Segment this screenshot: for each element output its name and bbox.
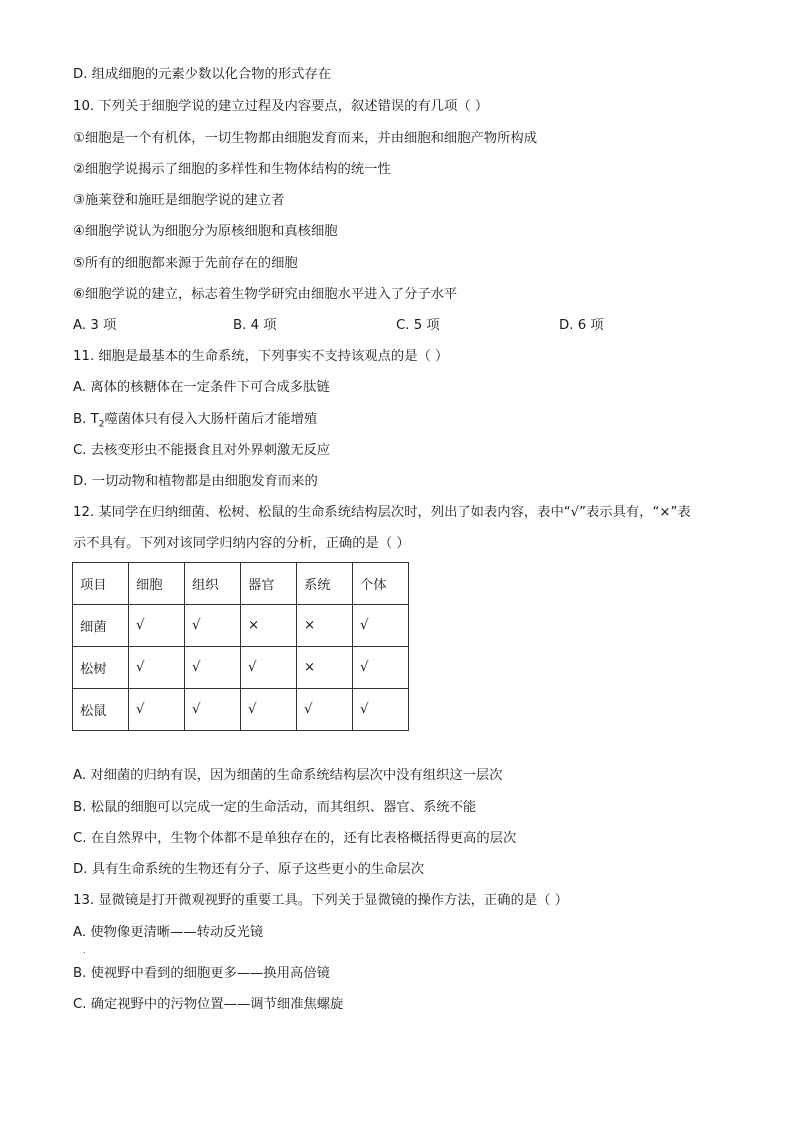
q12-option-a: A. 对细菌的归纳有误，因为细菌的生命系统结构层次中没有组织这一层次 [73,768,503,783]
table-header-cell: 项目 [73,563,129,605]
q10-statement-2: ②细胞学说揭示了细胞的多样性和生物体结构的统一性 [73,162,391,177]
table-cell: √ [185,647,241,689]
table-row [73,689,409,731]
q10-option-c: C. 5 项 [396,318,440,333]
table-cell: × [241,605,297,647]
table-header-cell: 系统 [297,563,353,605]
q10-statement-3: ③施莱登和施旺是细胞学说的建立者 [73,193,285,208]
q12-stem-line1: 12. 某同学在归纳细菌、松树、松鼠的生命系统结构层次时，列出了如表内容，表中“√”表示具有，“×”表 [73,505,691,520]
table-cell: √ [353,689,409,731]
table-cell: 松鼠 [73,689,129,731]
q12-option-d: D. 具有生命系统的生物还有分子、原子这些更小的生命层次 [73,862,425,877]
q9-option-d: D. 组成细胞的元素少数以化合物的形式存在 [73,67,332,82]
q13-option-a: A. 使物像更清晰——转动反光镜 [73,925,264,940]
q12-option-b: B. 松鼠的细胞可以完成一定的生命活动，而其组织、器官、系统不能 [73,800,477,815]
table-header-cell: 组织 [185,563,241,605]
table-row [73,647,409,689]
q13-option-b: B. 使视野中看到的细胞更多——换用高倍镜 [73,966,330,981]
table-cell: √ [241,647,297,689]
table-cell: √ [129,605,185,647]
structure-level-table [72,562,409,731]
q10-statement-1: ①细胞是一个有机体，一切生物都由细胞发育而来，并由细胞和细胞产物所构成 [73,131,538,146]
q11-option-d: D. 一切动物和植物都是由细胞发育而来的 [73,474,318,489]
table-cell: √ [185,689,241,731]
q12-option-c: C. 在自然界中，生物个体都不是单独存在的，还有比表格概括得更高的层次 [73,831,517,846]
q10-option-a: A. 3 项 [73,318,117,333]
table-cell: 松树 [73,647,129,689]
q11-option-c: C. 去核变形虫不能摄食且对外界刺激无反应 [73,443,331,458]
table-header-cell: 细胞 [129,563,185,605]
q10-option-b: B. 4 项 [233,318,277,333]
q10-stem: 10. 下列关于细胞学说的建立过程及内容要点，叙述错误的有几项（ ） [73,99,489,114]
table-cell: 细菌 [73,605,129,647]
q13-stem: 13. 显微镜是打开微观视野的重要工具。下列关于显微镜的操作方法，正确的是（ ） [73,893,568,908]
q13-option-c: C. 确定视野中的污物位置——调节细准焦螺旋 [73,997,344,1012]
stray-dot: . [83,946,86,955]
table-cell: √ [129,647,185,689]
table-cell: √ [129,689,185,731]
q11-stem: 11. 细胞是最基本的生命系统，下列事实不支持该观点的是（ ） [73,349,449,364]
table-cell: √ [297,689,353,731]
table-header-cell: 个体 [353,563,409,605]
q10-statement-5: ⑤所有的细胞都来源于先前存在的细胞 [73,256,298,271]
q11-b-prefix: B. T [73,412,99,427]
table-row [73,605,409,647]
table-cell: √ [241,689,297,731]
q10-option-d: D. 6 项 [559,318,604,333]
table-cell: √ [185,605,241,647]
table-cell: × [297,605,353,647]
q10-statement-6: ⑥细胞学说的建立，标志着生物学研究由细胞水平进入了分子水平 [73,287,458,302]
q11-b-subscript: 2 [98,419,105,430]
table-cell: √ [353,605,409,647]
q12-stem-line2: 示不具有。下列对该同学归纳内容的分析，正确的是（ ） [73,536,410,551]
table-cell: √ [353,647,409,689]
q10-statement-4: ④细胞学说认为细胞分为原核细胞和真核细胞 [73,224,338,239]
q11-option-a: A. 离体的核糖体在一定条件下可合成多肽链 [73,380,330,395]
table-header-cell: 器官 [241,563,297,605]
table-cell: × [297,647,353,689]
table-header-row [73,563,409,605]
q11-option-b [73,411,317,434]
q11-b-text: 噬菌体只有侵入大肠杆菌后才能增殖 [104,412,318,427]
